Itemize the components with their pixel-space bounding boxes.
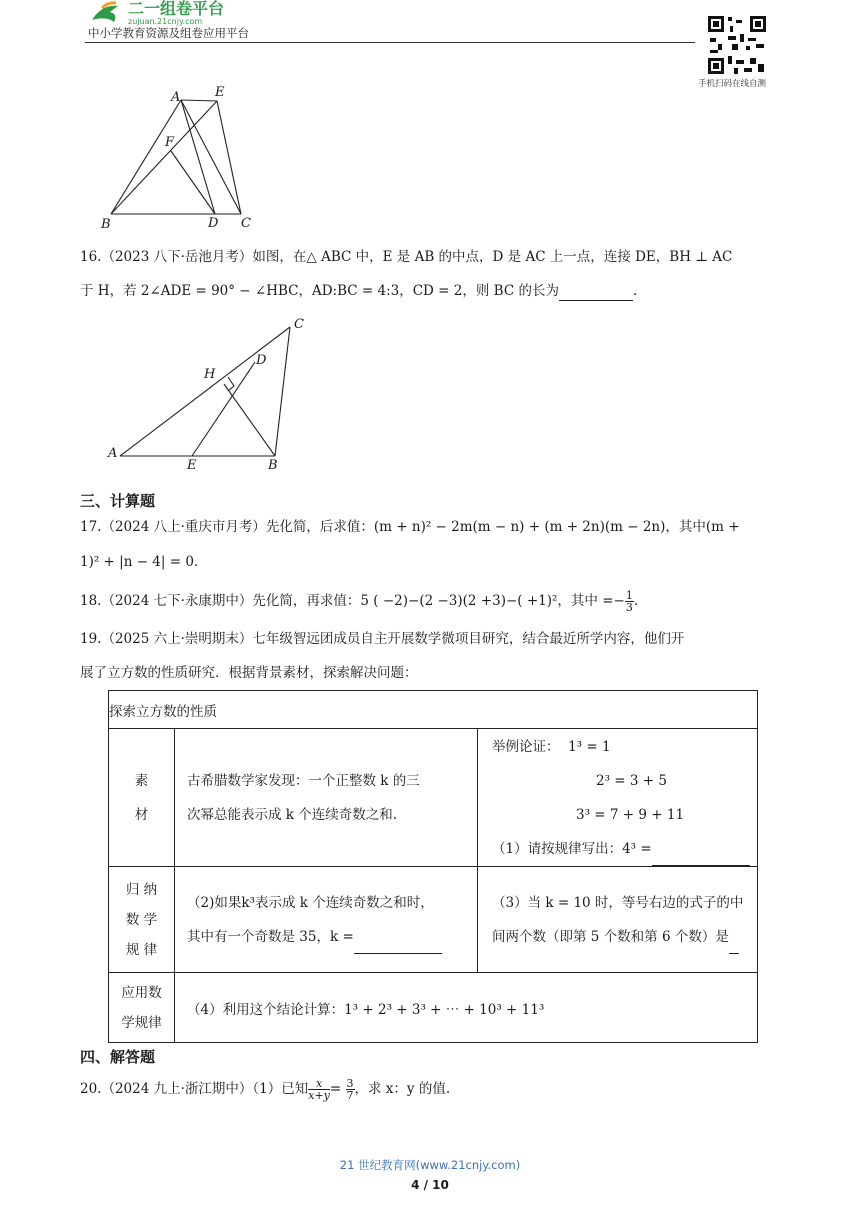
section-heading-calculation: 三、计算题 — [80, 492, 156, 510]
page-number: 4 / 10 — [411, 1178, 449, 1192]
question-16-line2: 于 H，若 2∠ADE = 90° − ∠HBC，AD:BC = 4:3，CD = 2，则 BC 的长为 . — [80, 283, 638, 299]
logo-domain: zujuan.21cnjy.com — [128, 17, 203, 26]
question-4-cell: （4）利用这个结论计算：1³ + 2³ + 3³ + ⋯ + 10³ + 11³ — [175, 973, 758, 1043]
point-label-b: B — [268, 458, 278, 473]
point-label-e: E — [215, 85, 225, 100]
question-17-line1: 17.（2024 八上·重庆市月考）先化简，后求值：(m + n)² − 2m(m − n) + (m + 2n)(m − 2n)，其中(m + — [80, 519, 740, 535]
example-cell: 举例论证： 1³ = 1 2³ = 3 + 5 3³ = 7 + 9 + 11 （1）请按规律写出：4³ = — [478, 729, 758, 867]
header-subtitle: 中小学教育资源及组卷应用平台 — [88, 26, 249, 40]
answer-blank[interactable] — [354, 939, 442, 954]
header-divider — [85, 42, 695, 43]
answer-blank[interactable] — [729, 939, 739, 954]
footer-link[interactable]: 21 世纪教育网(www.21cnjy.com) — [339, 1158, 521, 1172]
fraction: $\frac{1}{3}$ — [625, 589, 633, 614]
logo-text: 二一组卷平台 — [128, 0, 225, 18]
material-text: 古希腊数学家发现：一个正整数 k 的三 次幂总能表示成 k 个连续奇数之和. — [175, 729, 478, 867]
row-label-material: 素 材 — [109, 729, 175, 867]
question-3-cell: （3）当 k = 10 时，等号右边的式子的中 间两个数（即第 5 个数和第 6 个数）是 — [478, 867, 758, 973]
explore-cube-table — [108, 690, 758, 1043]
qr-code[interactable] — [706, 14, 768, 76]
table-title: 探索立方数的性质 — [109, 691, 758, 729]
question-20: 20.（2024 九上·浙江期中）（1）已知 $\frac{x}{x+y}$ = $\frac{3}{7}$ ，求 x：y 的值. — [80, 1077, 451, 1102]
point-label-a: A — [108, 446, 118, 461]
point-label-e: E — [187, 458, 197, 473]
question-18: 18.（2024 七下·永康期中）先化简，再求值：5 ( −2)−(2 −3)(2 +3)−( +1)²，其中 =− $\frac{1}{3}$ . — [80, 589, 639, 614]
point-label-h: H — [204, 367, 216, 382]
question-19-line1: 19.（2025 六上·崇明期末）七年级智远团成员自主开展数学微项目研究，结合最近所学内容，他们开 — [80, 631, 685, 647]
question-19-line2: 展了立方数的性质研究．根据背景素材，探索解决问题： — [80, 665, 418, 681]
row-label-induce: 归 纳 数 学 规 律 — [109, 867, 175, 973]
point-label-c: C — [294, 317, 304, 332]
question-17-line2: 1)² + |n − 4| = 0. — [80, 554, 199, 570]
figure-triangle-abc-ef — [95, 85, 260, 235]
fraction: $\frac{x}{x+y}$ — [308, 1077, 330, 1102]
fraction: $\frac{3}{7}$ — [346, 1077, 354, 1102]
row-label-apply: 应用数 学规律 — [109, 973, 175, 1043]
answer-blank[interactable] — [559, 286, 633, 301]
answer-blank[interactable] — [652, 851, 750, 866]
point-label-f: F — [165, 135, 175, 150]
point-label-b: B — [101, 217, 111, 232]
site-logo — [88, 0, 278, 26]
question-2-cell: （2)如果k³表示成 k 个连续奇数之和时， 其中有一个奇数是 35，k = — [175, 867, 478, 973]
question-16-line1: 16.（2023 八下·岳池月考）如图，在△ ABC 中，E 是 AB 的中点，D 是 AC 上一点，连接 DE，BH ⊥ AC — [80, 249, 733, 265]
point-label-c: C — [241, 216, 251, 231]
section-heading-solve: 四、解答题 — [80, 1048, 156, 1066]
point-label-a: A — [171, 90, 181, 105]
point-label-d: D — [208, 216, 219, 231]
qr-caption: 手机扫码在线自测 — [698, 79, 767, 89]
point-label-d: D — [256, 353, 267, 368]
figure-triangle-abc-h — [100, 315, 315, 475]
